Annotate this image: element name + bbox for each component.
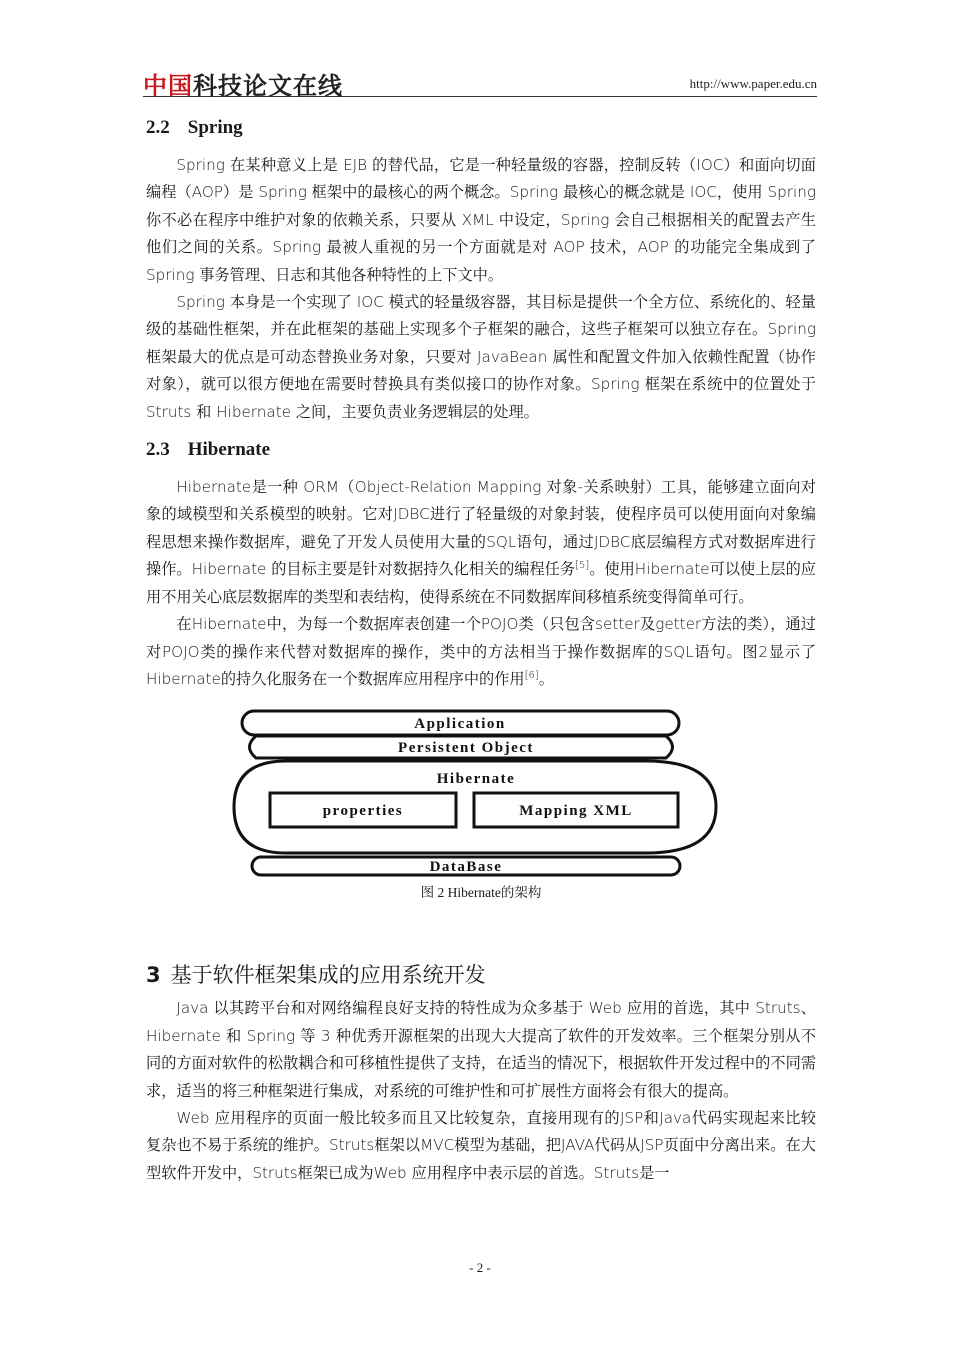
- section-heading-hibernate: [146, 432, 816, 468]
- citation[interactable]: [5]: [575, 560, 590, 572]
- application-label: Application: [414, 716, 506, 733]
- paragraph: 在Hibernate中，为每一个数据库表创建一个POJO类（只包含setter及getter方法的类），通过对POJO类的操作来代替对数据库的操作，类中的方法相当于操作数据库的SQL语句。图2显示了Hibernate的持久化服务在一个数据库应用程序中的作用[6]。: [146, 615, 816, 688]
- hibernate-architecture-figure: [146, 693, 816, 943]
- paragraph: Web 应用程序的页面一般比较多而且又比较复杂，直接用现有的JSP和Java代码实现起来比较复杂也不易于系统的维护。Struts框架以MVC模型为基础，把JAVA代码从JSP页面中分离出来。在大型软件开发中，Struts框架已成为Web 应用程序中表示层的首选。Struts是一: [146, 1108, 816, 1182]
- logo-red-text: 中国: [143, 72, 193, 100]
- logo-text: 科技论文在线: [193, 72, 343, 100]
- page-header: [143, 64, 817, 100]
- paragraph: Spring 在某种意义上是 EJB 的替代品，它是一种轻量级的容器，控制反转（IOC）和面向切面编程（AOP）是 Spring 框架中的最核心的两个概念。Spring 最核心的概念就是 IOC，使用 Spring 你不必在程序中维护对象的依赖关系，只要从 XML 中设定，Spring 会自己根据相关的配置去产生他们之间的关系。Spring 最被人重视的另一个方面就是对 AOP 技术，AOP 的功能完全集成到了 Spring 事务管理、日志和其他各种特性的上下文中。: [146, 156, 816, 284]
- section-number: 3: [146, 963, 161, 988]
- section-title: Hibernate: [187, 439, 271, 461]
- page-number: - 2 -: [469, 1260, 491, 1275]
- section-heading-integration: [146, 955, 816, 995]
- persistent-object-label: Persistent Object: [398, 740, 534, 757]
- section-number: 2.2: [146, 117, 170, 138]
- paragraph: Hibernate是一种 ORM（Object-Relation Mapping 对象-关系映射）工具，能够建立面向对象的域模型和关系模型的映射。它对JDBC进行了轻量级的对象封装，使程序员可以使用面向对象编程思想来操作数据库，避免了开发人员使用大量的SQL语句，通过JDBC底层编程方式对数据库进行操作。Hibernate 的目标主要是针对数据持久化相关的编程任务[5]。使用Hibernate可以使上层的应用不用关心底层数据库的类型和表结构，使得系统在不同数据库间移植系统变得简单可行。: [146, 478, 816, 606]
- section-title: 基于软件框架集成的应用系统开发: [170, 963, 486, 988]
- section-number: 2.3: [146, 439, 170, 461]
- figure-caption: 图 2 Hibernate的架构: [420, 885, 542, 901]
- database-label: DataBase: [429, 859, 503, 876]
- architecture-diagram: [226, 709, 726, 879]
- section-title: Spring: [187, 117, 243, 138]
- site-logo: [143, 66, 343, 101]
- header-url[interactable]: http://www.paper.edu.cn: [689, 76, 817, 91]
- paragraph: Spring 本身是一个实现了 IOC 模式的轻量级容器，其目标是提供一个全方位、系统化的、轻量级的基础性框架，并在此框架的基础上实现多个子框架的融合，这些子框架可以独立存在。Spring 框架最大的优点是可动态替换业务对象，只要对 JavaBean 属性和配置文件加入依赖性配置（协作对象），就可以很方便地在需要时替换具有类似接口的协作对象。Spring 框架在系统中的位置处于 Struts 和 Hibernate 之间，主要负责业务逻辑层的处理。: [146, 293, 816, 421]
- hibernate-label: Hibernate: [436, 771, 516, 788]
- section-heading-spring: [146, 110, 816, 146]
- properties-label: properties: [322, 803, 404, 820]
- citation[interactable]: [6]: [524, 669, 539, 681]
- paragraph: Java 以其跨平台和对网络编程良好支持的特性成为众多基于 Web 应用的首选，其中 Struts、Hibernate 和 Spring 等 3 种优秀开源框架的出现大大提高了软件的开发效率。三个框架分别从不同的方面对软件的松散耦合和可移植性提供了支持，在适当的情况下，根据软件开发过程中的不同需求，适当的将三种框架进行集成，对系统的可维护性和可扩展性方面将会有很大的提高。: [146, 999, 816, 1100]
- article-body: [146, 110, 816, 1187]
- mapping-xml-label: Mapping XML: [519, 803, 633, 820]
